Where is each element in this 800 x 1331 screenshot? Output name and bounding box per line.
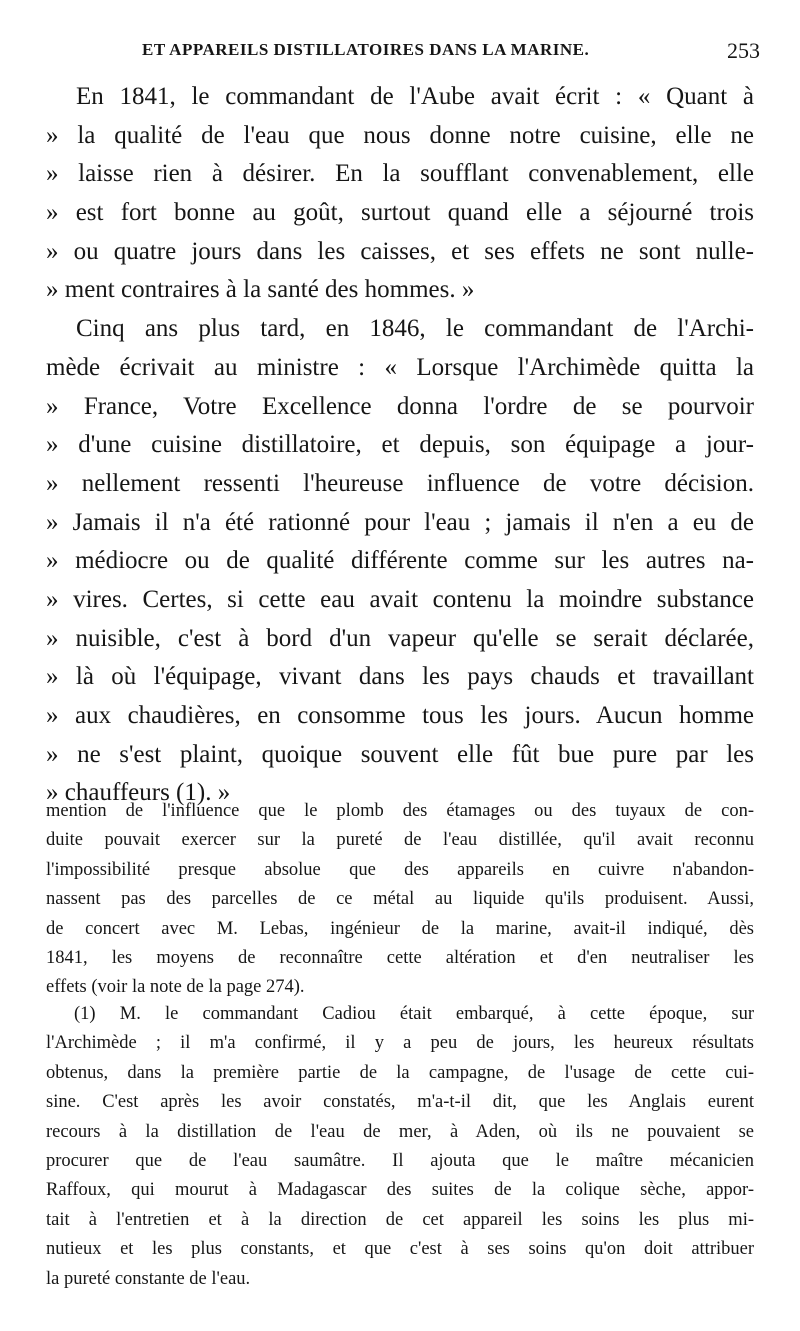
text-line: » la qualité de l'eau que nous donne notre cuisine, elle ne (46, 121, 754, 149)
text-line: » vires. Certes, si cette eau avait contenu la moindre substance (46, 585, 754, 613)
footnote-line: mention de l'influence que le plomb des étamages ou des tuyaux de con- (46, 801, 754, 821)
footnote-line: obtenus, dans la première partie de la campagne, de l'usage de cette cui- (46, 1062, 754, 1083)
text-line: » chauffeurs (1). » (46, 779, 231, 807)
text-line: » nuisible, c'est à bord d'un vapeur qu'elle se serait déclarée, (46, 624, 754, 652)
footnote-line: Raffoux, qui mourut à Madagascar des suites de la colique sèche, appor- (46, 1180, 754, 1201)
text-line: » ou quatre jours dans les caisses, et ses effets ne sont nulle- (46, 237, 754, 265)
footnote-line: (1) M. le commandant Cadiou était embarqué, à cette époque, sur (74, 1004, 754, 1024)
footnote-line: recours à la distillation de l'eau de mer, à Aden, où ils ne pouvaient se (46, 1121, 754, 1142)
text-line: » ne s'est plaint, quoique souvent elle fût bue pure par les (46, 740, 754, 768)
text-line: mède écrivait au ministre : « Lorsque l'Archimède quitta la (46, 353, 754, 381)
footnote-line: l'Archimède ; il m'a confirmé, il y a peu de jours, les heureux résultats (46, 1033, 754, 1054)
main-text (46, 78, 754, 813)
running-title: ET APPAREILS DISTILLATOIRES DANS LA MARINE. (142, 40, 590, 59)
footnote-line: effets (voir la note de la page 274). (46, 977, 305, 998)
footnote-line: l'impossibilité presque absolue que des appareils en cuivre n'abandon- (46, 859, 754, 880)
footnote-line: 1841, les moyens de reconnaître cette altération et d'en neutraliser les (46, 947, 754, 968)
text-line: Cinq ans plus tard, en 1846, le commandant de l'Archi- (76, 315, 754, 343)
running-header (40, 30, 760, 74)
text-line: » est fort bonne au goût, surtout quand elle a séjourné trois (46, 199, 754, 227)
footnote-line: nutieux et les plus constants, et que c'est à ses soins qu'on doit attribuer (46, 1239, 754, 1260)
text-line: » France, Votre Excellence donna l'ordre de se pourvoir (46, 392, 754, 420)
text-line: » ment contraires à la santé des hommes. » (46, 276, 475, 304)
footnote-line: sine. C'est après les avoir constatés, m'a-t-il dit, que les Anglais eurent (46, 1092, 754, 1113)
text-line: » laisse rien à désirer. En la soufflant convenablement, elle (46, 160, 754, 188)
text-line: En 1841, le commandant de l'Aube avait écrit : « Quant à (76, 83, 754, 110)
footnote-continuation (46, 797, 754, 1003)
text-line: » là où l'équipage, vivant dans les pays chauds et travaillant (46, 663, 754, 691)
footnote-line: nassent pas des parcelles de ce métal au liquide qu'ils produisent. Aussi, (46, 889, 754, 910)
footnote-line: procurer que de l'eau saumâtre. Il ajouta que le maître mécanicien (46, 1150, 754, 1171)
footnote-line: la pureté constante de l'eau. (46, 1268, 251, 1289)
text-line: » d'une cuisine distillatoire, et depuis, son équipage a jour- (46, 431, 754, 459)
footnote-1 (46, 1000, 754, 1294)
footnote-line: tait à l'entretien et à la direction de cet appareil les soins les plus mi- (46, 1209, 754, 1230)
text-line: » Jamais il n'a été rationné pour l'eau ; jamais il n'en a eu de (46, 508, 754, 536)
footnote-line: duite pouvait exercer sur la pureté de l'eau distillée, qu'il avait reconnu (46, 830, 754, 851)
page-number: 253 (727, 38, 760, 63)
text-line: » nellement ressenti l'heureuse influence de votre décision. (46, 469, 754, 497)
footnote-line: de concert avec M. Lebas, ingénieur de la marine, avait-il indiqué, dès (46, 918, 754, 939)
text-line: » médiocre ou de qualité différente comme sur les autres na- (46, 547, 754, 575)
text-line: » aux chaudières, en consomme tous les jours. Aucun homme (46, 702, 754, 729)
